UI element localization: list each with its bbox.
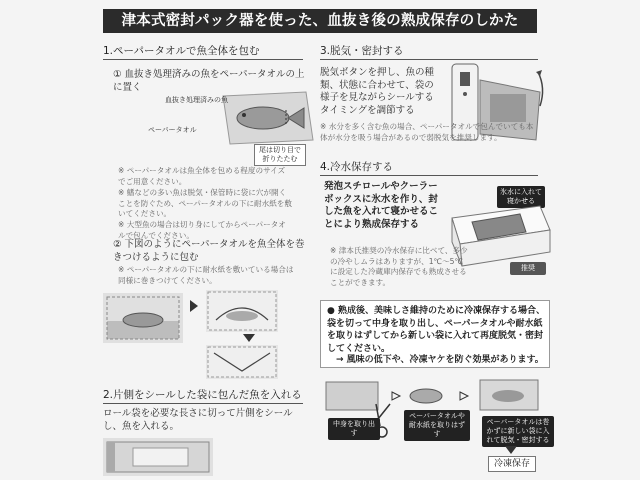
label-paper: ペーパータオル: [148, 126, 197, 134]
wrap-step2-image: [206, 290, 278, 332]
arrow-right-icon: [190, 300, 198, 312]
wrap-step1-svg: [103, 293, 183, 343]
section4-header: 4.冷水保存する: [320, 160, 538, 176]
fish-paper-svg: [218, 88, 318, 148]
section3-note: ※ 水分を多く含む魚の場合、ペーパータオルで包んでいても本体が水分を吸う場合があるので弱脱気を推奨します。: [320, 122, 534, 142]
wrap-step3-svg: [206, 345, 278, 379]
section1-header: 1.ペーパータオルで魚全体を包む: [103, 44, 303, 60]
section1-note4: ※ ペーパータオルの下に耐水紙を敷いている場合は同様に巻きつけてください。: [118, 265, 294, 285]
wrap-step2-svg: [206, 290, 278, 332]
section1-note3: ※ 大型魚の場合は切り身にしてからペーパータオルで包んでください。: [118, 220, 286, 240]
section2-header: 2.片側をシールした袋に包んだ魚を入れる: [103, 388, 303, 404]
section1-note2: ※ 鰭などの多い魚は脱気・保管時に袋に穴が開くことを防ぐため、ペーパータオルの下に耐水紙を敷いてください。: [118, 188, 292, 218]
page-title: 津本式密封パック器を使った、血抜き後の熟成保存のしかた: [103, 9, 537, 33]
label-fish: 血抜き処理済みの魚: [165, 96, 228, 104]
bag-illustration: [103, 438, 213, 476]
section1-step1: ① 血抜き処理済みの魚をペーパータオルの上に置く: [113, 69, 305, 93]
wrap-step1-image: [103, 293, 183, 343]
bag-svg: [103, 438, 213, 476]
wrap-step3-image: [206, 345, 278, 379]
recommend-badge: 推奨: [510, 262, 546, 275]
arrow-down-icon: [243, 334, 255, 342]
tag-new-bag: ペーパータオルは巻かずに新しい袋に入れて脱気・密封する: [482, 416, 554, 447]
frozen-storage-label: 冷凍保存: [488, 456, 536, 472]
section1-note1: ※ ペーパータオルは魚全体を包める程度のサイズでご用意ください。: [118, 166, 286, 186]
section4-note: ※ 津本氏推奨の冷水保存に比べて、多少の冷やしムラはありますが、1℃〜5℃に設定した冷蔵庫内保存でも熟成させることができます。: [330, 246, 468, 287]
fish-on-paper-illustration: [218, 88, 318, 148]
freeze-result: → 風味の低下や、冷凍ヤケを防ぐ効果があります。: [336, 355, 544, 365]
section3-header: 3.脱気・密封する: [320, 44, 538, 60]
freeze-text: ● 熟成後、美味しさ維持のために冷凍保存する場合、袋を切って中身を取り出し、ペーパータオルや耐水紙を取りはずしてから新しい袋に入れて再度脱気・密封してください。: [327, 306, 545, 354]
section4-text: 発泡スチロールやクーラーボックスに氷水を作り、封した魚を入れて寝かせることにより熟成保存する: [324, 181, 439, 230]
section3-text: 脱気ボタンを押し、魚の種類、状態に合わせて、袋の様子を見ながらシールするタイミングを調節する: [320, 67, 435, 116]
section2-text: ロール袋を必要な長さに切って片側をシールし、魚を入れる。: [103, 408, 293, 432]
tag-take-out: 中身を取り出す: [328, 418, 380, 440]
fold-note: 尾は切り目で折りたたむ: [254, 144, 306, 166]
arrow-down-icon: [505, 446, 517, 454]
ice-water-bubble: 氷水に入れて寝かせる: [497, 186, 545, 208]
section1-step2: ② 下図のようにペーパータオルを魚全体を巻きつけるように包む: [113, 239, 305, 263]
tag-remove-paper: ペーパータオルや耐水紙を取りはずす: [404, 410, 470, 441]
